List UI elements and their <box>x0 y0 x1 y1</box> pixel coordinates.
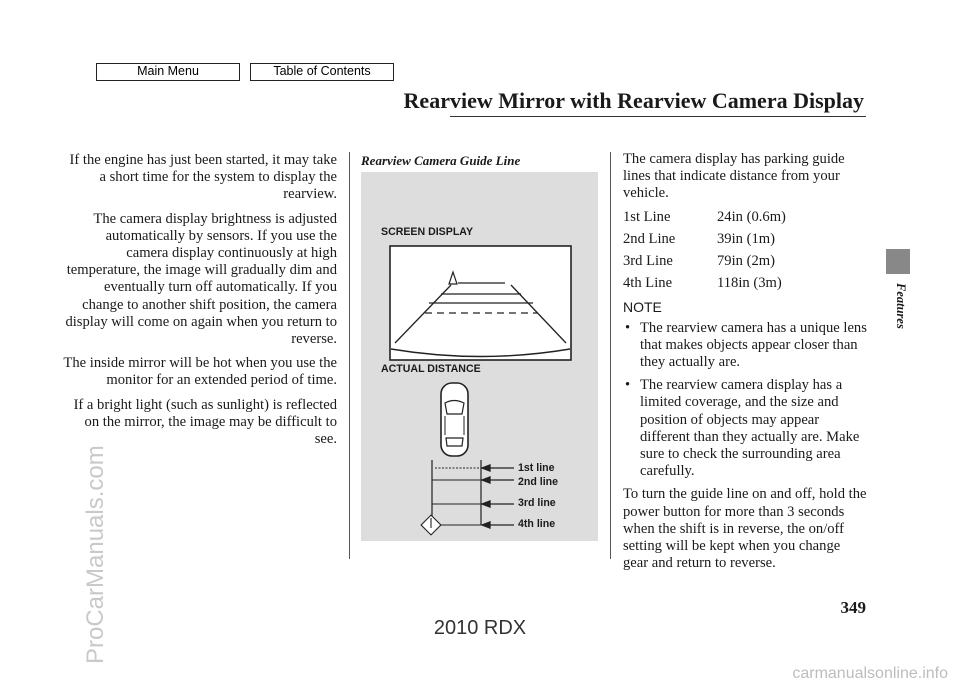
distance-grid <box>421 460 481 535</box>
line-arrows <box>482 465 514 528</box>
paragraph-bright-light: If a bright light (such as sunlight) is reflected on the mirror, the image may be difficult to see. <box>73 396 337 448</box>
column-divider-left <box>349 152 350 559</box>
guide-line-toggle-instructions: To turn the guide line on and off, hold the power button for more than 3 seconds when the shift is in reverse, the on/off setting will be kept when you change gear and return to reverse. <box>623 486 867 572</box>
line-label-2nd: 2nd line <box>518 476 559 488</box>
note-list <box>623 320 868 481</box>
main-menu-button[interactable]: Main Menu <box>96 63 240 81</box>
guide-line-name: 4th Line <box>623 275 673 292</box>
watermark-bottom: carmanualsonline.info <box>792 665 948 682</box>
table-of-contents-button[interactable]: Table of Contents <box>250 63 394 81</box>
guide-line-distance-table <box>623 209 786 298</box>
guide-line-diagram <box>361 172 598 541</box>
figure-caption: Rearview Camera Guide Line <box>361 153 521 168</box>
header-divider <box>450 116 866 117</box>
line-label-3rd: 3rd line <box>518 497 556 509</box>
left-text-column <box>62 152 337 455</box>
guide-lines-intro: The camera display has parking guide lines that indicate distance from your vehicle. <box>623 151 845 202</box>
guide-line-distance: 118in (3m) <box>717 275 782 292</box>
screen-display-label: SCREEN DISPLAY <box>381 226 474 238</box>
guide-line-distance: 39in (1m) <box>717 230 775 247</box>
paragraph-brightness: The camera display brightness is adjusted automatically by sensors. If you use the camera display continuously at high temperature, the image will gradually dim and eventually turn off automatically. If you change to another shift position, the camera display will come on again when you return to reverse. <box>65 210 337 348</box>
line-label-1st: 1st line <box>518 462 555 474</box>
table-row <box>623 275 786 297</box>
car-top-view-icon <box>441 383 468 456</box>
actual-distance-label: ACTUAL DISTANCE <box>381 363 481 375</box>
paragraph-mirror-hot: The inside mirror will be hot when you use the monitor for an extended period of time. <box>63 355 337 389</box>
list-item: • The rearview camera has a unique lens that makes objects appear closer than they actually are. <box>623 320 868 372</box>
section-tab-marker <box>886 249 910 274</box>
guide-line-distance: 24in (0.6m) <box>717 208 786 225</box>
page-title: Rearview Mirror with Rearview Camera Display <box>403 88 864 113</box>
column-divider-right <box>610 152 611 559</box>
list-item: • The rearview camera display has a limited coverage, and the size and position of objects may appear different than they actually are. Make sure to check the surrounding area carefully. <box>623 377 868 480</box>
screen-display-illustration <box>390 246 571 360</box>
guide-line-distance: 79in (2m) <box>717 253 775 270</box>
right-text-column <box>623 151 868 578</box>
note-heading: NOTE <box>623 299 662 316</box>
page-number: 349 <box>840 598 866 617</box>
guide-line-name: 2nd Line <box>623 230 676 247</box>
paragraph-startup: If the engine has just been started, it may take a short time for the system to display the rearview. <box>69 152 337 203</box>
table-row <box>623 209 786 231</box>
guide-line-name: 1st Line <box>623 208 671 225</box>
watermark-left: ProCarManuals.com <box>82 445 109 664</box>
section-label: Features <box>894 283 908 329</box>
table-row <box>623 253 786 275</box>
guide-line-name: 3rd Line <box>623 253 673 270</box>
table-row <box>623 231 786 253</box>
guide-line-figure <box>361 172 598 541</box>
line-label-4th: 4th line <box>518 518 556 530</box>
model-name: 2010 RDX <box>433 617 527 639</box>
